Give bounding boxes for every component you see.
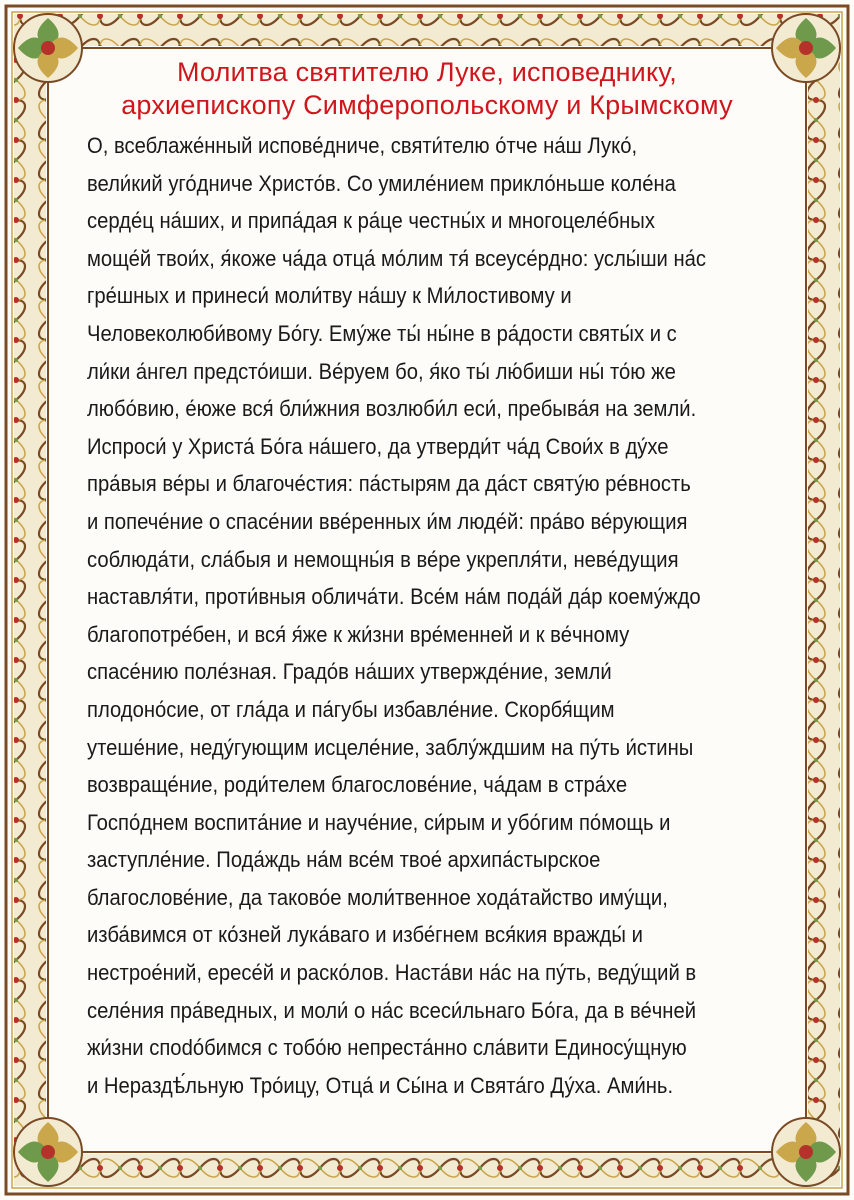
prayer-line: любо́вию, е́юже вся́ бли́жния возлюби́л еси́, пребыва́я на земли́. [87,396,697,422]
prayer-body [87,127,749,1104]
prayer-title [40,56,814,122]
prayer-line: О, всеблаже́нный испове́дниче, святи́телю о́тче на́ш Луко́, [87,133,638,158]
prayer-line: заступле́ние. Пода́ждь на́м все́м твое́ архипа́стырское [87,847,601,873]
frame-left-band [14,46,46,1154]
prayer-line: утеше́ние, неду́гующим исцеле́ние, заблу́ждшим на пу́ть и́стины [87,734,694,760]
prayer-line: селе́ния пра́ведных, и моли́ о на́с всеси́льнаго Бо́га, да в ве́чней [87,997,697,1023]
frame-right-band [808,46,840,1154]
prayer-line: жи́зни спodóбимся с тобо́ю непреста́нно сла́вити Единосу́щную [87,1035,687,1061]
floral-corner-ornament-bottom-left [14,1118,82,1186]
prayer-line: Госпо́днем воспита́ние и науче́ние, си́рым и убо́гим по́мощь и [87,809,671,835]
prayer-line: серде́ц на́ших, и припа́дая к ра́це честны́х и многоцеле́бных [87,208,655,234]
prayer-line: ли́ки а́нгел предсто́иши. Ве́руем бо, я́ко ты́ лю́биши ны́ то́ю же [87,358,676,384]
prayer-line: и Нераздѣ́льную Тро́ицу, Отца́ и Сы́на и Свята́го Ду́ха. Ами́нь. [87,1072,674,1098]
prayer-line: нестрое́ний, ересе́й и раско́лов. Наста́ви на́с на пу́ть, веду́щий в [87,960,697,986]
prayer-line: спасе́нию поле́зная. Градо́в на́ших утвержде́ние, земли́ [87,659,612,685]
prayer-line: гре́шных и принеси́ моли́тву на́шу к Ми́лостивому и [87,283,572,309]
prayer-line: Человеколюби́вому Бо́гу. Ему́же ты́ ны́не в ра́дости святы́х и с [87,320,677,346]
prayer-line: Испроси́ у Христа́ Бо́га на́шего, да утверди́т ча́д Свои́х в ду́хе [87,433,669,459]
prayer-line: плодоно́сие, от гла́да и па́губы избавле́ние. Скорбя́щим [87,696,615,722]
prayer-line: вели́кий уго́дниче Христо́в. Со умиле́нием прикло́ньше коле́на [87,170,676,196]
title-line-2: архиепископу Симферопольскому и Крымскому [121,90,733,120]
prayer-line: пра́выя ве́ры и благоче́стия: па́стырям да да́ст святу́ю ре́вность [87,471,691,497]
prayer-line: и попече́ние о спасе́нии вве́ренных и́м люде́й: пра́во ве́рующия [87,508,688,534]
prayer-line: изба́вимся от ко́зней лука́ваго и избе́гнем вся́кия вражды́ и [87,922,643,948]
prayer-line: моще́й твои́х, я́коже ча́да отца́ мо́лим тя́ всеусе́рдно: услы́ши на́с [87,245,707,271]
prayer-line: благослове́ние, да таково́е моли́твенное хода́тайство иму́щи, [87,884,668,910]
title-line-1: Молитва святителю Луке, исповеднику, [177,57,677,87]
prayer-line: наставля́ти, проти́вныя облича́ти. Все́м на́м пода́й да́р коему́ждо [87,584,701,610]
prayer-line: соблюда́ти, сла́быя и немощны́я в ве́ре укрепля́ти, неве́дущия [87,546,679,572]
frame-top-band [14,14,840,46]
prayer-line: возвраще́ние, роди́телем благослове́ние, ча́дам в стра́хе [87,772,628,798]
prayer-line: благопотре́бен, и вся́ я́же к жи́зни вре́менней и к ве́чному [87,621,630,647]
frame-bottom-band [14,1154,840,1186]
floral-corner-ornament-bottom-right [772,1118,840,1186]
